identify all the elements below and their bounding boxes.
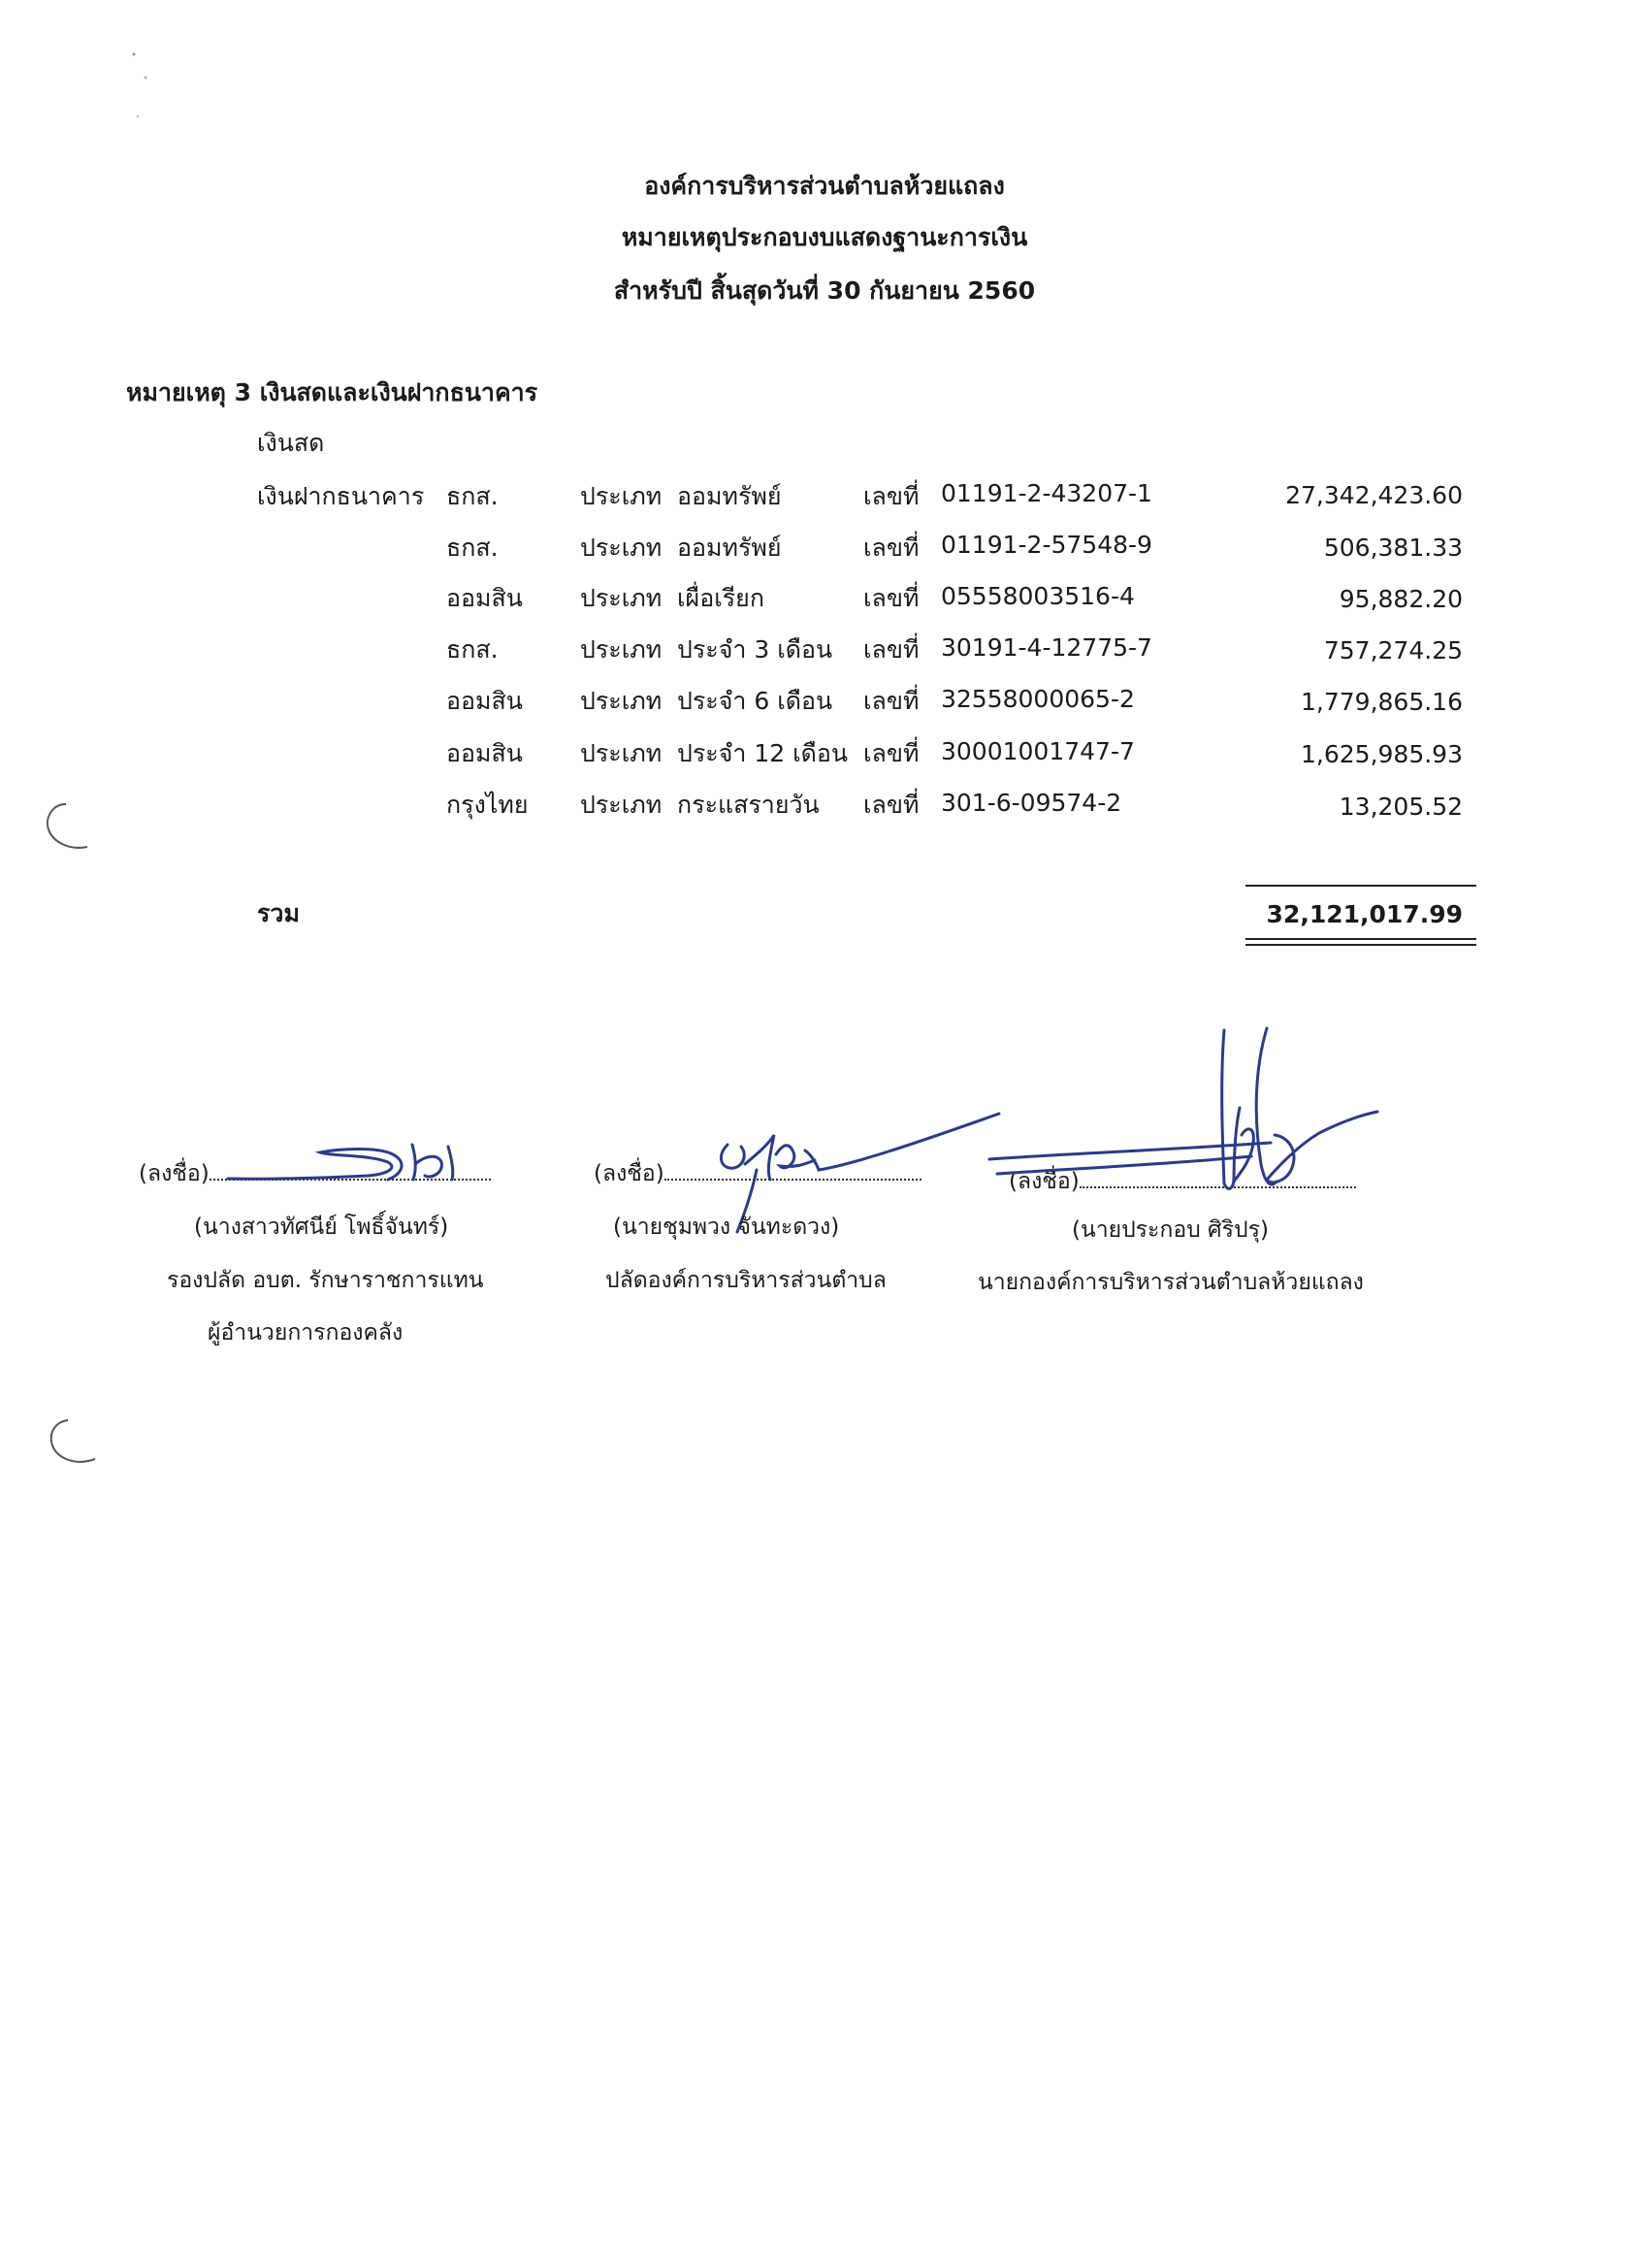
signer-position: ปลัดองค์การบริหารส่วนตำบล [605,1268,887,1293]
account-prefix: เลขที่ [863,687,920,715]
account-type: ออมทรัพย์ [677,534,782,562]
punch-hole-mark-2 [39,1416,107,1474]
account-number: 30001001747-7 [941,737,1135,765]
deposit-label: เงินฝากธนาคาร [257,482,425,510]
bank-name: ออมสิน [446,739,523,767]
account-prefix: เลขที่ [863,482,920,510]
type-prefix: ประเภท [580,739,663,767]
account-prefix: เลขที่ [863,791,920,819]
type-prefix: ประเภท [580,687,663,715]
total-double-rule-2 [1245,944,1476,946]
account-prefix: เลขที่ [863,635,920,664]
cash-label: เงินสด [257,429,325,457]
note-title: หมายเหตุ 3 เงินสดและเงินฝากธนาคาร [126,378,538,406]
org-name: องค์การบริหารส่วนตำบลห้วยแถลง [644,172,1005,200]
type-prefix: ประเภท [580,482,663,510]
signer-position: นายกองค์การบริหารส่วนตำบลห้วยแถลง [978,1270,1364,1295]
bank-name: กรุงไทย [446,791,529,819]
document-title: หมายเหตุประกอบงบแสดงฐานะการเงิน [621,223,1028,251]
scan-artifact-top [126,49,165,136]
account-number: 05558003516-4 [941,582,1135,610]
signer-name: (นายชุมพวง จันทะดวง) [613,1215,840,1240]
signature-image-3 [980,1019,1387,1213]
account-number: 301-6-09574-2 [941,789,1122,817]
account-type: ออมทรัพย์ [677,482,782,510]
account-number: 30191-4-12775-7 [941,633,1152,662]
bank-name: ธกส. [446,482,499,510]
signer-name: (นางสาวทัศนีย์ โพธิ์จันทร์) [194,1215,449,1240]
period-line: สำหรับปี สิ้นสุดวันที่ 30 กันยายน 2560 [613,276,1036,305]
type-prefix: ประเภท [580,534,663,562]
bank-name: ออมสิน [446,687,523,715]
row-amount: 95,882.20 [1339,585,1463,613]
row-amount: 506,381.33 [1323,534,1463,562]
account-type: ประจำ 6 เดือน [677,687,833,715]
bank-name: ธกส. [446,534,499,562]
signer-position: รองปลัด อบต. รักษาราชการแทน [167,1268,484,1293]
row-amount: 1,625,985.93 [1301,740,1463,768]
bank-name: ธกส. [446,635,499,664]
total-label: รวม [257,899,300,927]
type-prefix: ประเภท [580,584,663,612]
sign-label: (ลงชื่อ) [139,1161,210,1186]
bank-name: ออมสิน [446,584,523,612]
row-amount: 27,342,423.60 [1285,481,1463,509]
sign-label: (ลงชื่อ) [1009,1169,1080,1194]
total-top-rule [1245,885,1476,887]
account-prefix: เลขที่ [863,534,920,562]
account-type: กระแสรายวัน [677,791,820,819]
signer-name: (นายประกอบ ศิริปรุ) [1072,1217,1269,1243]
account-type: เผื่อเรียก [677,584,764,612]
signature-image-1 [223,1125,475,1193]
account-number: 01191-2-43207-1 [941,479,1152,507]
total-double-rule-1 [1245,938,1476,940]
total-amount: 32,121,017.99 [1266,900,1463,928]
account-type: ประจำ 3 เดือน [677,635,833,664]
account-number: 01191-2-57548-9 [941,531,1152,559]
account-number: 32558000065-2 [941,685,1135,713]
row-amount: 757,274.25 [1323,636,1463,664]
row-amount: 1,779,865.16 [1301,688,1463,716]
account-prefix: เลขที่ [863,739,920,767]
signer-position-2: ผู้อำนวยการกองคลัง [208,1320,404,1345]
account-type: ประจำ 12 เดือน [677,739,849,767]
type-prefix: ประเภท [580,635,663,664]
punch-hole-mark-1 [39,800,97,859]
row-amount: 13,205.52 [1339,793,1463,821]
account-prefix: เลขที่ [863,584,920,612]
type-prefix: ประเภท [580,791,663,819]
sign-label: (ลงชื่อ) [594,1161,664,1186]
